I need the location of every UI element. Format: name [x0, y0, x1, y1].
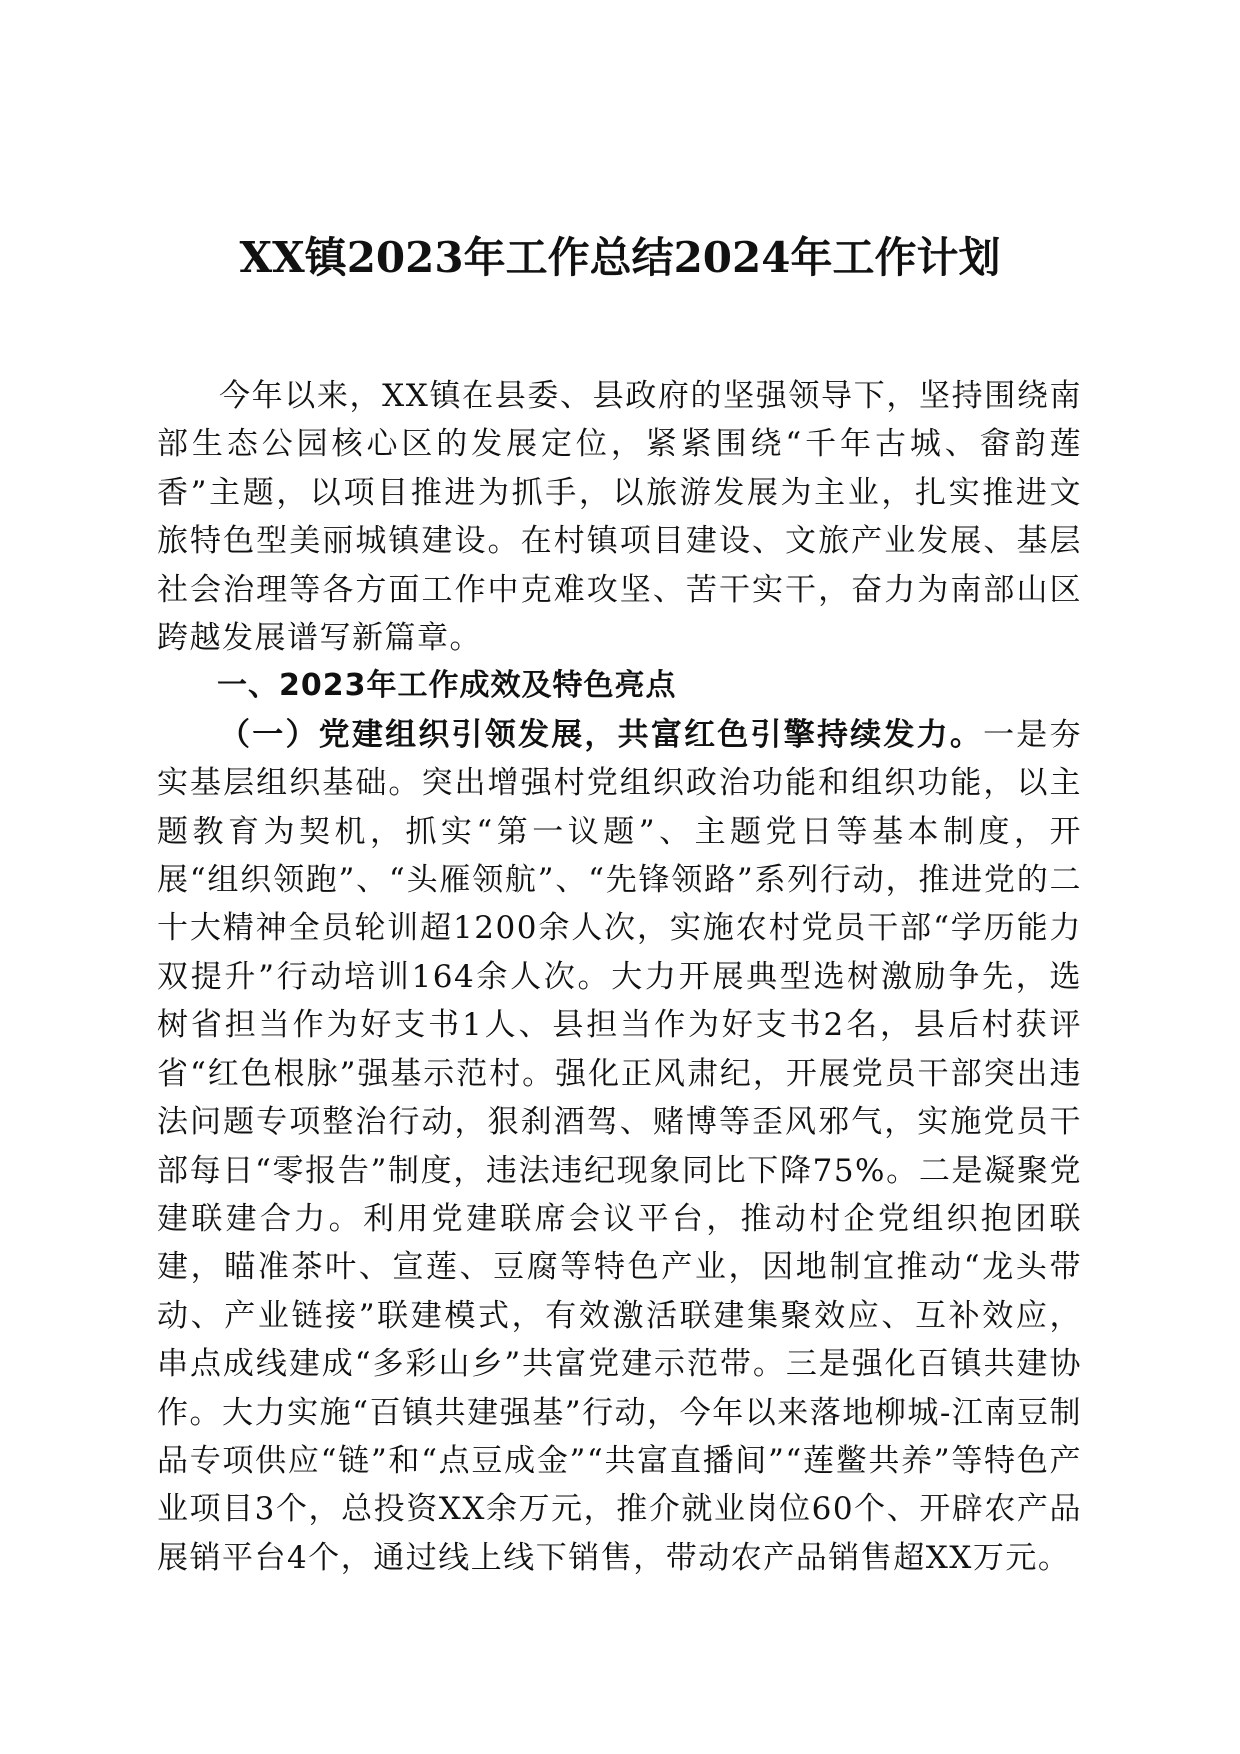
subsection-body: 一是夯实基层组织基础。突出增强村党组织政治功能和组织功能，以主题教育为契机，抓实“第一议题”、主题党日等基本制度，开展“组织领跑”、“头雁领航”、“先锋领路”系列行动，推进党的二十大精神全员轮训超1200余人次，实施农村党员干部“学历能力双提升”行动培训164余人次。大力开展典型选树激励争先，选树省担当作为好支书1人、县担当作为好支书2名，县后村获评省“红色根脉”强基示范村。强化正风肃纪，开展党员干部突出违法问题专项整治行动，狠刹酒驾、赌博等歪风邪气，实施党员干部每日“零报告”制度，违法违纪现象同比下降75%。二是凝聚党建联建合力。利用党建联席会议平台，推动村企党组织抱团联建，瞄准茶叶、宣莲、豆腐等特色产业，因地制宜推动“龙头带动、产业链接”联建模式，有效激活联建集聚效应、互补效应，串点成线建成“多彩山乡”共富党建示范带。三是强化百镇共建协作。大力实施“百镇共建强基”行动，今年以来落地柳城-江南豆制品专项供应“链”和“点豆成金”“共富直播间”“莲鳖共养”等特色产业项目3个，总投资XX余万元，推介就业岗位60个、开辟农产品展销平台4个，通过线上线下销售，带动农产品销售超XX万元。 [157, 716, 1083, 1576]
intro-paragraph: 今年以来，XX镇在县委、县政府的坚强领导下，坚持围绕南部生态公园核心区的发展定位，紧紧围绕“千年古城、畲韵莲香”主题，以项目推进为抓手，以旅游发展为主业，扎实推进文旅特色型美丽城镇建设。在村镇项目建设、文旅产业发展、基层社会治理等各方面工作中克难攻坚、苦干实干，奋力为南部山区跨越发展谱写新篇章。 [157, 378, 1082, 657]
page-title: XX镇2023年工作总结2024年工作计划 [239, 233, 1001, 282]
section-heading: 一、2023年工作成效及特色亮点 [217, 668, 677, 704]
subsection-lead: （一）党建组织引领发展，共富红色引擎持续发力。 [219, 716, 984, 753]
subsection-paragraph [157, 711, 1082, 1582]
document-body [157, 372, 1082, 1582]
